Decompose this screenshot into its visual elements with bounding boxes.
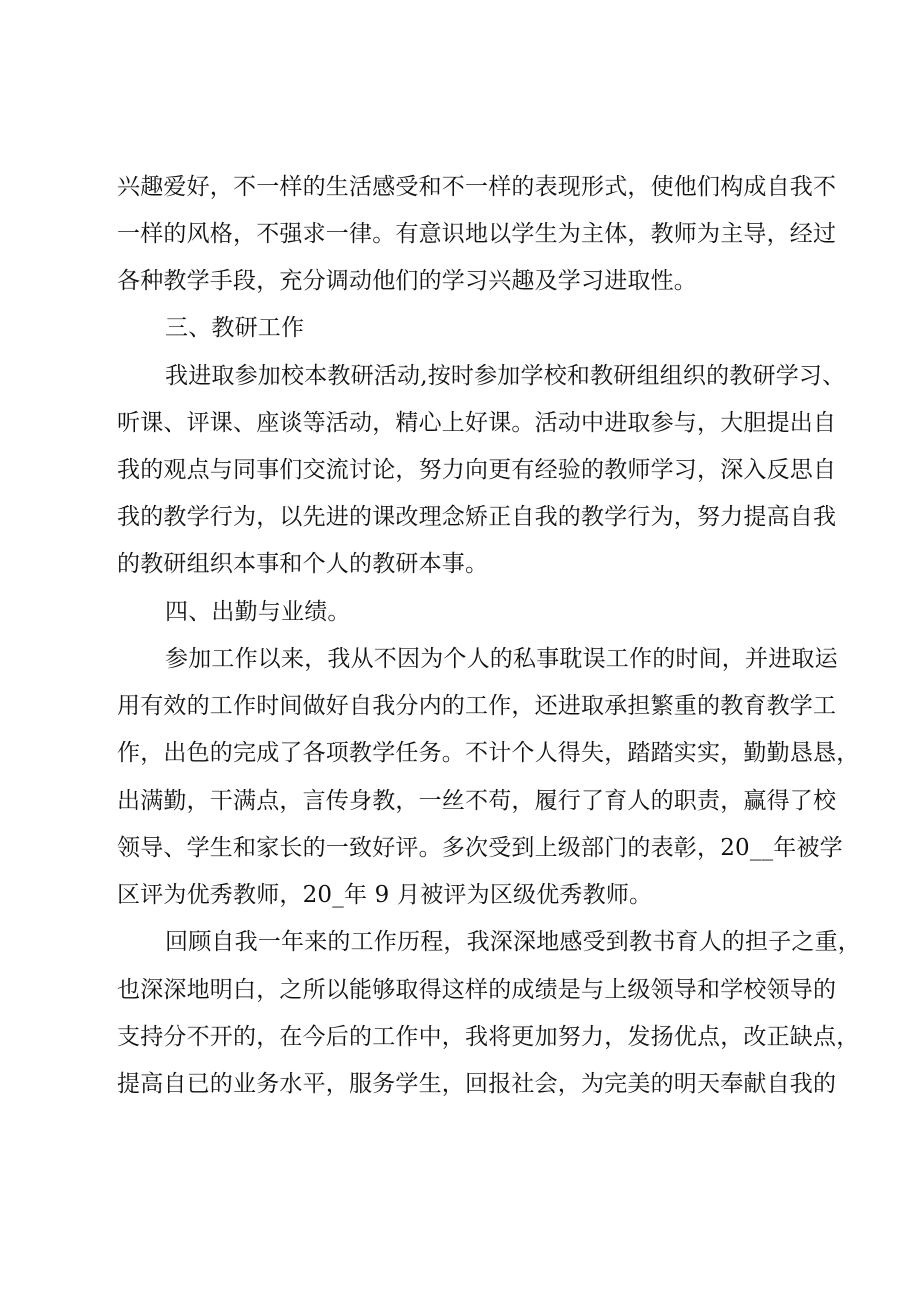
text-line: 我的教学行为，以先进的课改理念矫正自我的教学行为，努力提高自我 <box>117 504 837 530</box>
text-line: 支持分不开的，在今后的工作中，我将更加努力，发扬优点，改正缺点， <box>117 1024 860 1050</box>
text-line: 领导、学生和家长的一致好评。多次受到上级部门的表彰，20__年被学 <box>117 835 843 861</box>
text-line: 各种教学手段，充分调动他们的学习兴趣及学习进取性。 <box>117 268 697 294</box>
text-line: 一样的风格，不强求一律。有意识地以学生为主体，教师为主导，经过 <box>117 221 837 247</box>
section-heading-attendance: 四、出勤与业绩。 <box>165 599 351 625</box>
text-line: 区评为优秀教师，20_年 9 月被评为区级优秀教师。 <box>117 882 653 908</box>
text-line: 的教研组织本事和个人的教研本事。 <box>117 551 489 577</box>
text-line: 也深深地明白，之所以能够取得这样的成绩是与上级领导和学校领导的 <box>117 977 837 1003</box>
section-heading-teaching-research: 三、教研工作 <box>165 315 305 341</box>
text-line: 作，出色的完成了各项教学任务。不计个人得失，踏踏实实，勤勤恳恳， <box>117 740 860 766</box>
text-line: 兴趣爱好，不一样的生活感受和不一样的表现形式，使他们构成自我不 <box>117 174 837 200</box>
text-line: 我的观点与同事们交流讨论，努力向更有经验的教师学习，深入反思自 <box>117 457 837 483</box>
text-line: 听课、评课、座谈等活动，精心上好课。活动中进取参与，大胆提出自 <box>117 410 837 436</box>
text-line: 出满勤，干满点，言传身教，一丝不苟，履行了育人的职责，赢得了校 <box>117 788 837 814</box>
text-line: 用有效的工作时间做好自我分内的工作，还进取承担繁重的教育教学工 <box>117 693 837 719</box>
text-line: 回顾自我一年来的工作历程，我深深地感受到教书育人的担子之重， <box>165 929 861 955</box>
text-line: 参加工作以来，我从不因为个人的私事耽误工作的时间，并进取运 <box>165 646 838 672</box>
text-line: 我进取参加校本教研活动,按时参加学校和教研组组织的教研学习、 <box>165 363 846 389</box>
text-line: 提高自已的业务水平，服务学生，回报社会，为完美的明天奉献自我的 <box>117 1071 837 1097</box>
